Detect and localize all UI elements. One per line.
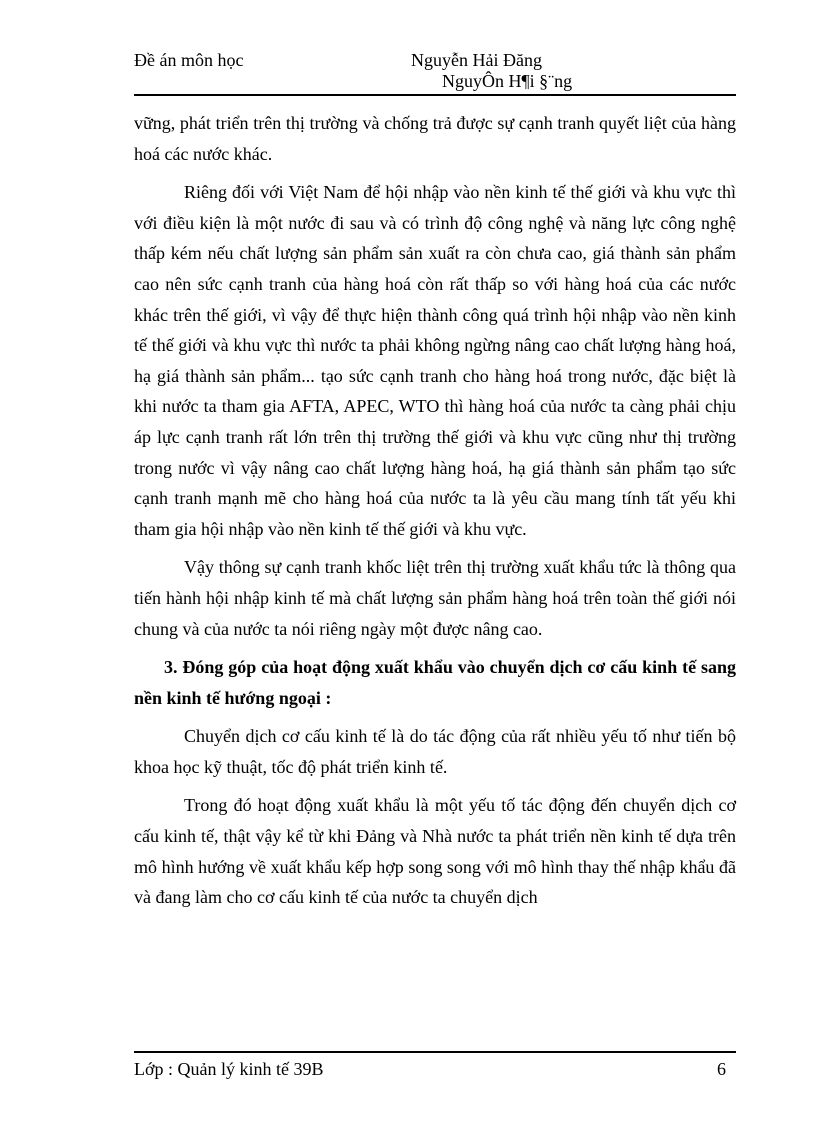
page-header — [134, 50, 736, 96]
paragraph-export-impact: Trong đó hoạt động xuất khẩu là một yếu tố tác động đến chuyển dịch cơ cấu kinh tế, thật vậy kể từ khi Đảng và Nhà nước ta phát triển nền kinh tế dựa trên mô hình hướng về xuất khẩu kếp hợp song song với mô hình thay thế nhập khẩu đã và đang làm cho cơ cấu kinh tế của nước ta chuyển dịch — [134, 795, 736, 908]
document-type-label: Đề án môn học — [134, 50, 244, 70]
section-heading: 3. Đóng góp của hoạt động xuất khẩu vào chuyển dịch cơ cấu kinh tế sang nền kinh tế hướng ngoại : — [134, 657, 736, 708]
author-name-encoded: NguyÔn H¶i §¨ng — [442, 71, 573, 91]
author-name: Nguyễn Hải Đăng — [411, 50, 542, 70]
paragraph-structural-shift: Chuyển dịch cơ cấu kinh tế là do tác động của rất nhiều yếu tố như tiến bộ khoa học kỹ thuật, tốc độ phát triển kinh tế. — [134, 726, 736, 777]
class-label: Lớp : Quản lý kinh tế 39B — [134, 1059, 324, 1079]
page-body — [134, 108, 736, 921]
paragraph-competition-summary: Vậy thông sự cạnh tranh khốc liệt trên thị trường xuất khẩu tức là thông qua tiến hành hội nhập kinh tế mà chất lượng sản phẩm hàng hoá trên toàn thế giới nói chung và của nước ta nói riêng ngày một được nâng cao. — [134, 557, 736, 639]
paragraph-continuation: vững, phát triển trên thị trường và chống trả được sự cạnh tranh quyết liệt của hàng hoá các nước khác. — [134, 113, 736, 164]
paragraph-vietnam-integration: Riêng đối với Việt Nam để hội nhập vào nền kinh tế thế giới và khu vực thì với điều kiện là một nước đi sau và có trình độ công nghệ và năng lực công nghệ thấp kém nếu chất lượng sản phẩm sản xuất ra còn chưa cao, giá thành sản phẩm cao nên sức cạnh tranh của hàng hoá còn rất thấp so với hàng hoá của các nước khác trên thế giới, vì vậy để thực hiện thành công quá trình hội nhập vào nền kinh tế thế giới và khu vực thì nước ta phải không ngừng nâng cao chất lượng hàng hoá, hạ giá thành sản phẩm... tạo sức cạnh tranh cho hàng hoá trong nước, đặc biệt là khi nước ta tham gia AFTA, APEC, WTO thì hàng hoá của nước ta càng phải chịu áp lực cạnh tranh rất lớn trên thị trường thế giới và khu vực cũng như thị trường trong nước vì vậy nâng cao chất lượng hàng hoá, hạ giá thành sản phẩm tạo sức cạnh tranh mạnh mẽ cho hàng hoá của nước ta là yêu cầu mang tính tất yếu khi tham gia hội nhập vào nền kinh tế thế giới và khu vực. — [134, 182, 736, 539]
page-number: 6 — [717, 1059, 726, 1079]
page-footer — [134, 1051, 736, 1079]
